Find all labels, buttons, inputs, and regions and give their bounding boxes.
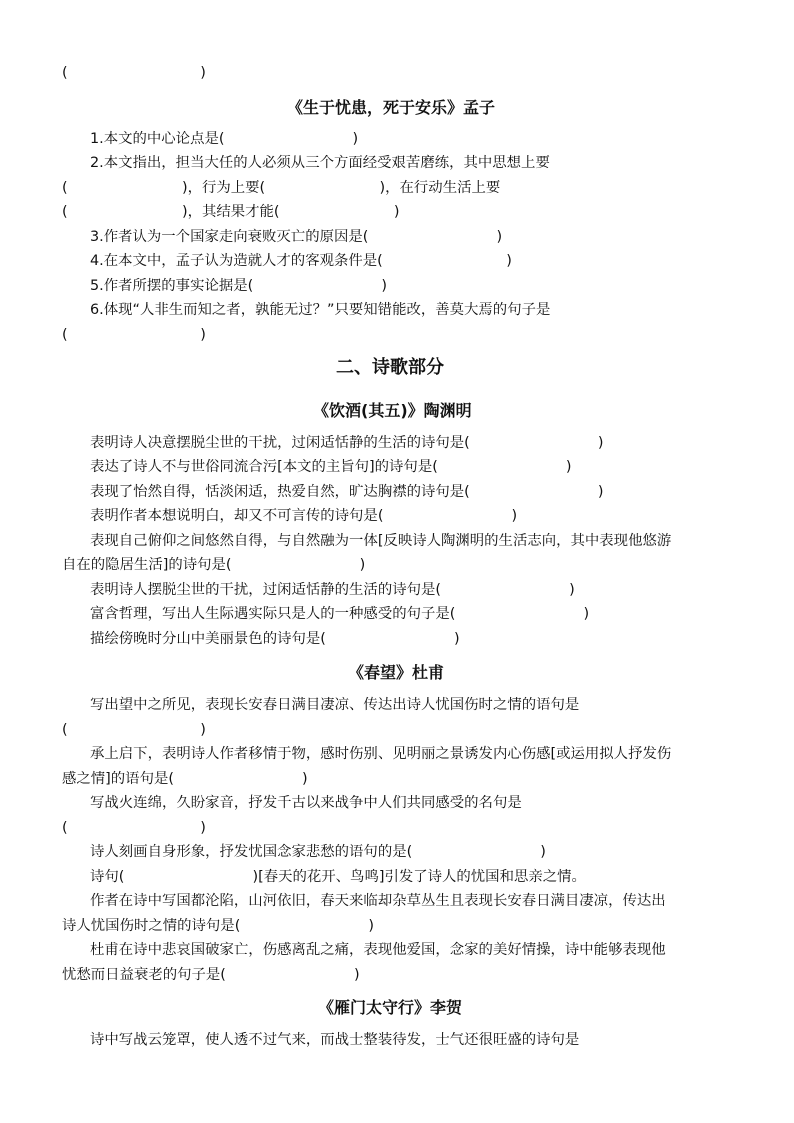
chunwang-question-2: 承上启下，表明诗人作者移情于物，感时伤别、见明丽之景诱发内心伤感[或运用拟人抒发伤 xyxy=(90,746,672,762)
question-2-blanks-b: ( )，其结果才能( ) xyxy=(62,204,400,220)
yinjiu-question-5: 表现自己俯仰之间悠然自得，与自然融为一体[反映诗人陶渊明的生活志向，其中表现他悠游 xyxy=(90,533,672,549)
question-1: 1.本文的中心论点是( ) xyxy=(90,131,359,147)
question-6: 6.体现“人非生而知之者，孰能无过？”只要知错能改，善莫大焉的句子是 xyxy=(90,302,551,318)
chunwang-question-4: 诗人刻画自身形象，抒发忧国念家悲愁的语句的是( ) xyxy=(90,844,546,860)
section-title-yanmen: 《雁门太守行》李贺 xyxy=(318,998,463,1017)
section-title-mencius: 《生于忧患，死于安乐》孟子 xyxy=(287,98,496,117)
yinjiu-question-7: 富含哲理，写出人生际遇实际只是人的一种感受的句子是( ) xyxy=(90,606,590,622)
question-6-blank: ( ) xyxy=(62,327,206,343)
chunwang-question-6-cont: 诗人忧国伤时之情的诗句是( ) xyxy=(62,918,374,934)
section-title-yinjiu: 《饮酒(其五)》陶渊明 xyxy=(313,401,472,420)
answer-blank-line: ( ) xyxy=(62,65,206,81)
chunwang-question-3: 写战火连绵，久盼家音，抒发千古以来战争中人们共同感受的名句是 xyxy=(90,795,522,811)
chunwang-question-7: 杜甫在诗中悲哀国破家亡，伤感离乱之痛，表现他爱国，念家的美好情操，诗中能够表现他 xyxy=(90,942,666,958)
chunwang-question-5: 诗句( )[春天的花开、鸟鸣]引发了诗人的忧国和思亲之情。 xyxy=(90,869,586,885)
yanmen-question-1: 诗中写战云笼罩，使人透不过气来，而战士整装待发，士气还很旺盛的诗句是 xyxy=(90,1032,580,1048)
chunwang-question-2-cont: 感之情]的语句是( ) xyxy=(62,771,308,787)
chunwang-question-1: 写出望中之所见，表现长安春日满目凄凉、传达出诗人忧国伤时之情的语句是 xyxy=(90,697,580,713)
section-heading-poetry: 二、诗歌部分 xyxy=(336,357,444,378)
yinjiu-question-5-cont: 自在的隐居生活]的诗句是( ) xyxy=(62,557,366,573)
section-title-chunwang: 《春望》杜甫 xyxy=(348,663,445,682)
chunwang-question-3-blank: ( ) xyxy=(62,820,206,836)
yinjiu-question-3: 表现了怡然自得，恬淡闲适，热爱自然，旷达胸襟的诗句是( ) xyxy=(90,484,604,500)
yinjiu-question-2: 表达了诗人不与世俗同流合污[本文的主旨句]的诗句是( ) xyxy=(90,459,572,475)
yinjiu-question-8: 描绘傍晚时分山中美丽景色的诗句是( ) xyxy=(90,631,460,647)
chunwang-question-6: 作者在诗中写国都沦陷，山河依旧，春天来临却杂草丛生且表现长安春日满目凄凉，传达出 xyxy=(90,893,666,909)
question-2: 2.本文指出，担当大任的人必须从三个方面经受艰苦磨练，其中思想上要 xyxy=(90,155,550,171)
yinjiu-question-6: 表明诗人摆脱尘世的干扰，过闲适恬静的生活的诗句是( ) xyxy=(90,582,575,598)
question-5: 5.作者所摆的事实论据是( ) xyxy=(90,278,387,294)
question-3: 3.作者认为一个国家走向衰败灭亡的原因是( ) xyxy=(90,229,503,245)
question-4: 4.在本文中，孟子认为造就人才的客观条件是( ) xyxy=(90,253,512,269)
question-2-blanks-a: ( )，行为上要( )，在行动生活上要 xyxy=(62,180,501,196)
yinjiu-question-1: 表明诗人决意摆脱尘世的干扰，过闲适恬静的生活的诗句是( ) xyxy=(90,435,604,451)
chunwang-question-1-blank: ( ) xyxy=(62,722,206,738)
yinjiu-question-4: 表明作者本想说明白，却又不可言传的诗句是( ) xyxy=(90,508,518,524)
chunwang-question-7-cont: 忧愁而日益衰老的句子是( ) xyxy=(62,967,360,983)
